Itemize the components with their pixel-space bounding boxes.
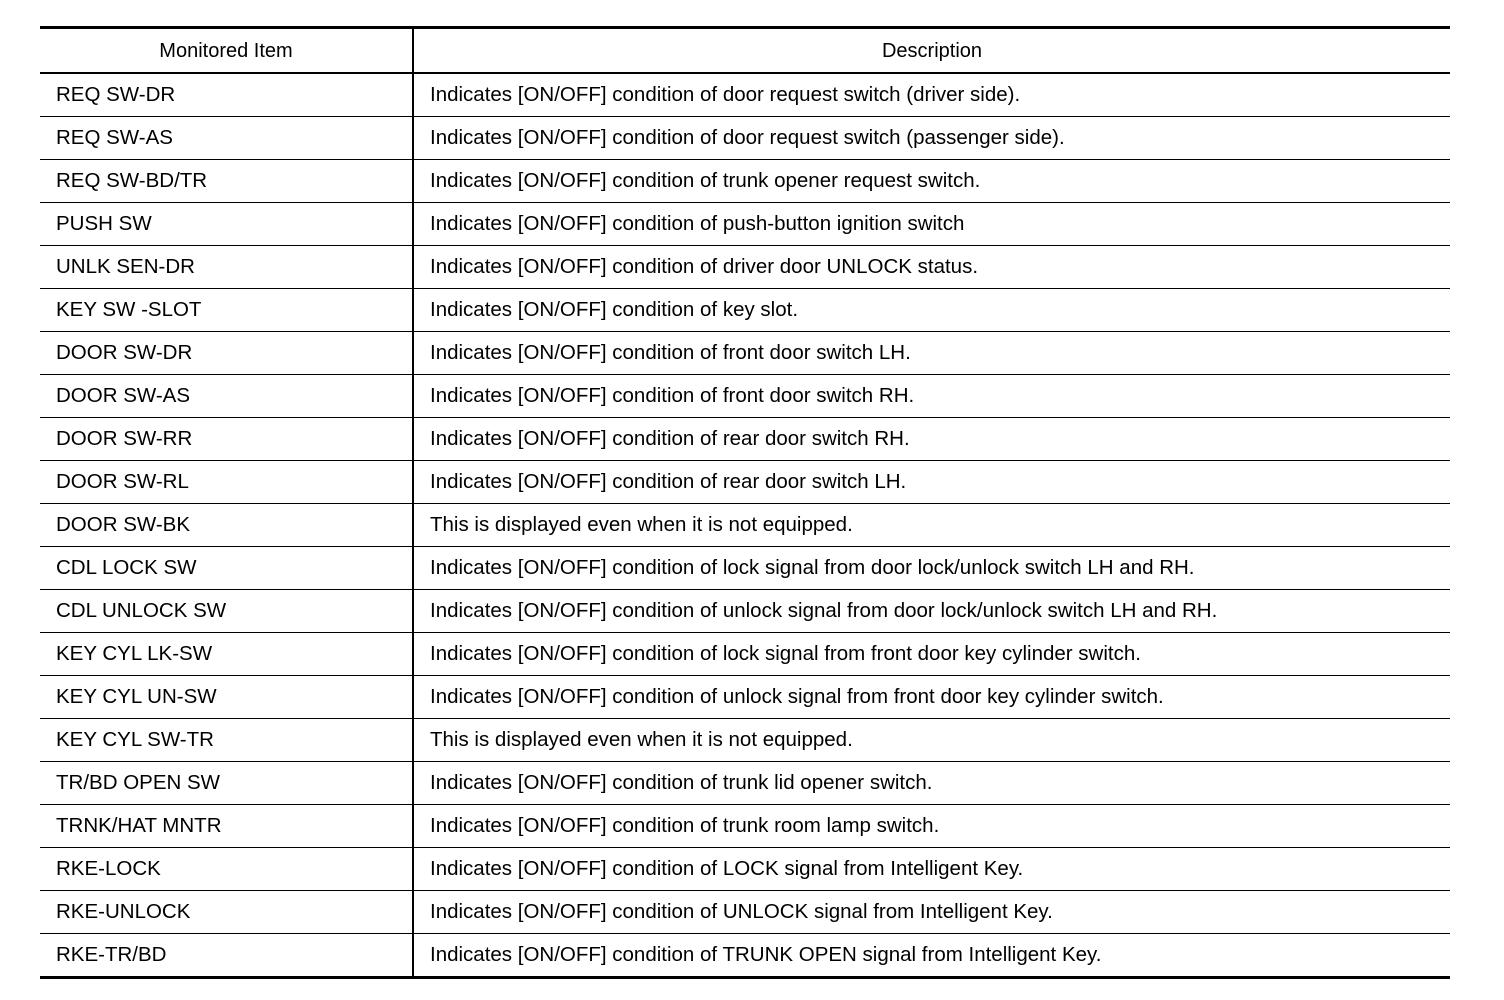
table-body [40, 73, 1450, 978]
table-row [40, 504, 1450, 547]
cell-description: Indicates [ON/OFF] condition of trunk opener request switch. [413, 160, 1450, 203]
header-row [40, 28, 1450, 74]
header-description: Description [413, 28, 1450, 74]
cell-description: This is displayed even when it is not equipped. [413, 719, 1450, 762]
table-row [40, 203, 1450, 246]
cell-description: Indicates [ON/OFF] condition of door request switch (driver side). [413, 73, 1450, 117]
cell-monitored-item: PUSH SW [40, 203, 413, 246]
table-row [40, 547, 1450, 590]
table-row [40, 762, 1450, 805]
table-row [40, 805, 1450, 848]
table-row [40, 719, 1450, 762]
table-row [40, 891, 1450, 934]
table-row [40, 461, 1450, 504]
cell-monitored-item: KEY CYL SW-TR [40, 719, 413, 762]
table-row [40, 289, 1450, 332]
cell-monitored-item: RKE-TR/BD [40, 934, 413, 978]
cell-monitored-item: DOOR SW-RL [40, 461, 413, 504]
monitor-table-container [40, 26, 1450, 979]
cell-monitored-item: REQ SW-DR [40, 73, 413, 117]
cell-description: Indicates [ON/OFF] condition of trunk room lamp switch. [413, 805, 1450, 848]
cell-description: Indicates [ON/OFF] condition of UNLOCK signal from Intelligent Key. [413, 891, 1450, 934]
cell-monitored-item: DOOR SW-AS [40, 375, 413, 418]
cell-description: This is displayed even when it is not equipped. [413, 504, 1450, 547]
cell-monitored-item: REQ SW-BD/TR [40, 160, 413, 203]
cell-monitored-item: RKE-UNLOCK [40, 891, 413, 934]
cell-description: Indicates [ON/OFF] condition of rear door switch RH. [413, 418, 1450, 461]
table-row [40, 848, 1450, 891]
cell-monitored-item: CDL LOCK SW [40, 547, 413, 590]
cell-description: Indicates [ON/OFF] condition of unlock signal from door lock/unlock switch LH and RH. [413, 590, 1450, 633]
table-header [40, 28, 1450, 74]
table-row [40, 160, 1450, 203]
cell-monitored-item: RKE-LOCK [40, 848, 413, 891]
cell-description: Indicates [ON/OFF] condition of driver door UNLOCK status. [413, 246, 1450, 289]
monitor-item-table [40, 26, 1450, 979]
cell-description: Indicates [ON/OFF] condition of unlock signal from front door key cylinder switch. [413, 676, 1450, 719]
cell-description: Indicates [ON/OFF] condition of lock signal from door lock/unlock switch LH and RH. [413, 547, 1450, 590]
table-row [40, 117, 1450, 160]
cell-monitored-item: KEY CYL LK-SW [40, 633, 413, 676]
cell-monitored-item: KEY SW -SLOT [40, 289, 413, 332]
cell-description: Indicates [ON/OFF] condition of door request switch (passenger side). [413, 117, 1450, 160]
header-monitored-item: Monitored Item [40, 28, 413, 74]
table-row [40, 934, 1450, 978]
table-row [40, 418, 1450, 461]
cell-monitored-item: DOOR SW-RR [40, 418, 413, 461]
table-row [40, 375, 1450, 418]
table-row [40, 332, 1450, 375]
cell-description: Indicates [ON/OFF] condition of LOCK signal from Intelligent Key. [413, 848, 1450, 891]
cell-description: Indicates [ON/OFF] condition of push-button ignition switch [413, 203, 1450, 246]
table-row [40, 590, 1450, 633]
cell-description: Indicates [ON/OFF] condition of TRUNK OPEN signal from Intelligent Key. [430, 942, 1102, 966]
cell-description: Indicates [ON/OFF] condition of lock signal from front door key cylinder switch. [413, 633, 1450, 676]
cell-monitored-item: DOOR SW-DR [40, 332, 413, 375]
cell-description: Indicates [ON/OFF] condition of rear door switch LH. [413, 461, 1450, 504]
cell-description: Indicates [ON/OFF] condition of front door switch RH. [413, 375, 1450, 418]
cell-description: Indicates [ON/OFF] condition of trunk lid opener switch. [413, 762, 1450, 805]
table-row [40, 676, 1450, 719]
cell-description: Indicates [ON/OFF] condition of front door switch LH. [413, 332, 1450, 375]
cell-monitored-item: UNLK SEN-DR [40, 246, 413, 289]
cell-monitored-item: CDL UNLOCK SW [40, 590, 413, 633]
cell-monitored-item: KEY CYL UN-SW [40, 676, 413, 719]
table-row [40, 633, 1450, 676]
cell-monitored-item: DOOR SW-BK [40, 504, 413, 547]
table-row [40, 246, 1450, 289]
cell-description: Indicates [ON/OFF] condition of key slot. [413, 289, 1450, 332]
cell-monitored-item: TR/BD OPEN SW [40, 762, 413, 805]
cell-monitored-item: REQ SW-AS [40, 117, 413, 160]
table-row [40, 73, 1450, 117]
cell-monitored-item: TRNK/HAT MNTR [40, 805, 413, 848]
